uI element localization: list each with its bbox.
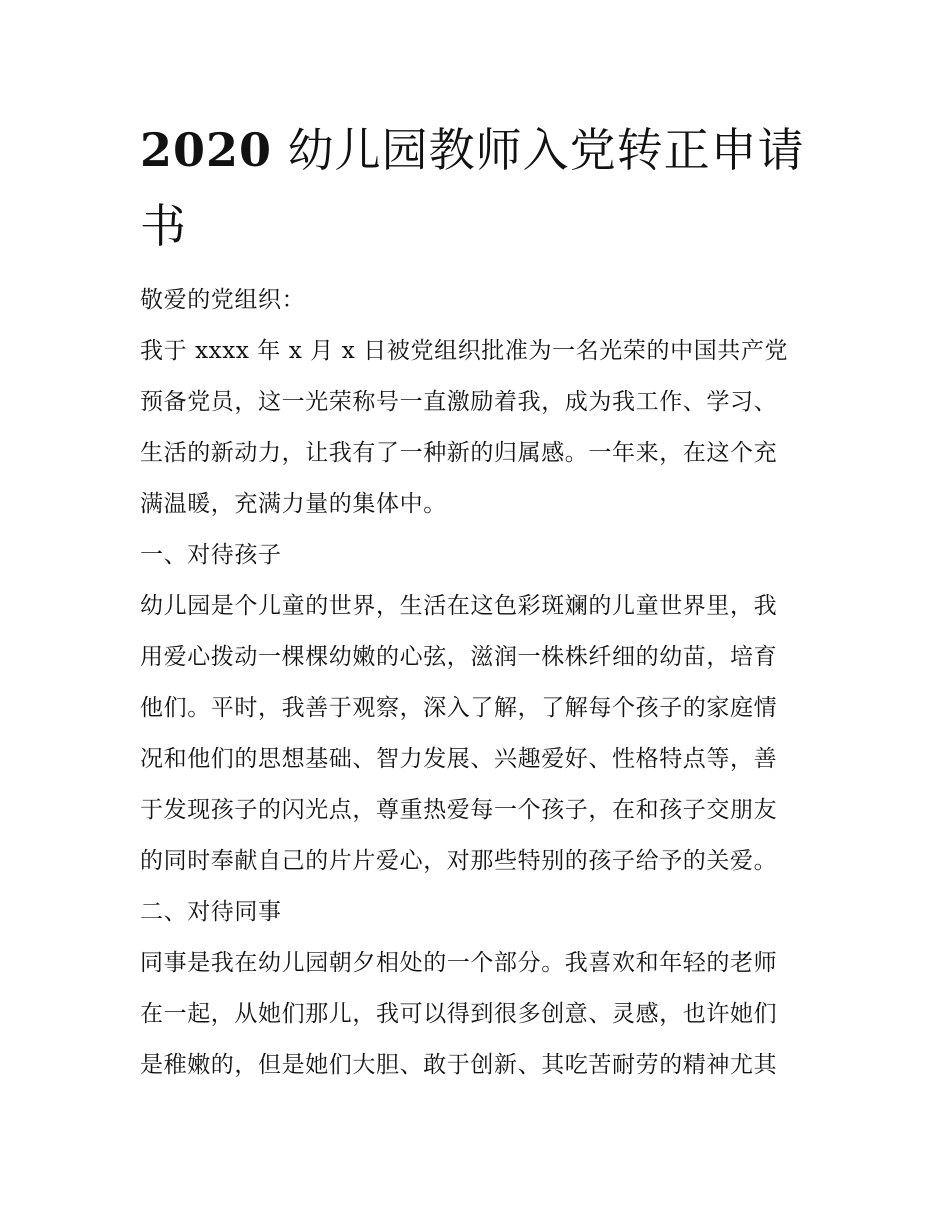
paragraph-line: 幼儿园是个儿童的世界，生活在这色彩斑斓的儿童世界里，我 — [140, 593, 778, 619]
paragraph-line: 的同时奉献自己的片片爱心，对那些特别的孩子给予的关爱。 — [140, 848, 778, 874]
salutation: 敬爱的党组织： — [140, 287, 306, 313]
paragraph-line: 是稚嫩的，但是她们大胆、敢于创新、其吃苦耐劳的精神尤其 — [140, 1052, 778, 1078]
paragraph-line: 同事是我在幼儿园朝夕相处的一个部分。我喜欢和年轻的老师 — [140, 950, 778, 976]
paragraph-line: 用爱心拨动一棵棵幼嫩的心弦，滋润一株株纤细的幼苗，培育 — [140, 644, 778, 670]
paragraph-line: 他们。平时，我善于观察，深入了解，了解每个孩子的家庭情 — [140, 695, 778, 721]
paragraph-line: 我于 xxxx 年 x 月 x 日被党组织批准为一名光荣的中国共产党 — [140, 338, 789, 364]
title-year: 2020 — [140, 123, 273, 177]
paragraph-line: 预备党员，这一光荣称号一直激励着我，成为我工作、学习、 — [140, 389, 778, 415]
paragraph-line: 于发现孩子的闪光点，尊重热爱每一个孩子，在和孩子交朋友 — [140, 797, 778, 823]
section-heading: 二、对待同事 — [140, 899, 282, 925]
section-heading: 一、对待孩子 — [140, 542, 282, 568]
paragraph-line: 在一起，从她们那儿，我可以得到很多创意、灵感，也许她们 — [140, 1001, 778, 1027]
paragraph-line: 满温暖，充满力量的集体中。 — [140, 491, 447, 517]
document-body — [140, 280, 820, 1096]
title-text: 幼儿园教师入党转正申请书 — [140, 123, 805, 253]
paragraph-line: 生活的新动力，让我有了一种新的归属感。一年来，在这个充 — [140, 440, 778, 466]
document-title — [140, 112, 830, 264]
paragraph-line: 况和他们的思想基础、智力发展、兴趣爱好、性格特点等，善 — [140, 746, 778, 772]
